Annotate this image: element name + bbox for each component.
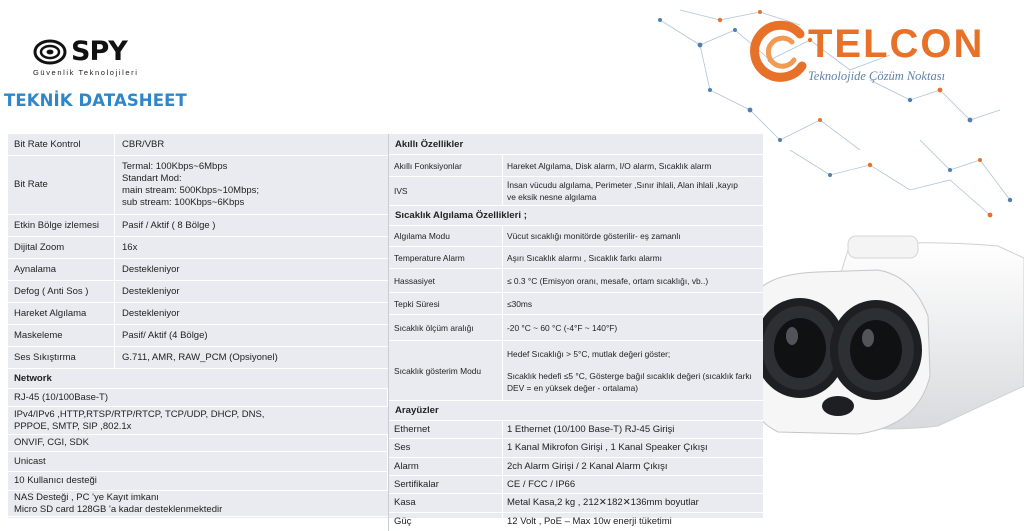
temperature-heading: Sıcaklık Algılama Özellikleri ; bbox=[395, 210, 527, 221]
spec-key: IVS bbox=[394, 186, 408, 196]
spec-value: ≤ 0.3 °C (Emisyon oranı, mesafe, ortam sıcaklığı, vb..) bbox=[502, 269, 763, 292]
spec-key: Hassasiyet bbox=[394, 275, 435, 286]
spy-brand-name: SPY bbox=[71, 36, 127, 67]
spec-key: Tepki Süresi bbox=[394, 298, 440, 309]
spec-key: Akıllı Fonksiyonlar bbox=[394, 160, 462, 171]
network-item-line: IPv4/IPv6 ,HTTP,RTSP/RTP/RTCP, TCP/UDP, DHCP, DNS, bbox=[14, 408, 265, 420]
network-item-line: PPPOE, SMTP, SIP ,802.1x bbox=[14, 420, 132, 432]
spec-key: Maskeleme bbox=[14, 329, 63, 341]
spec-value: -20 °C ~ 60 °C (-4°F ~ 140°F) bbox=[502, 315, 763, 340]
spec-value: Pasif / Aktif ( 8 Bölge ) bbox=[114, 215, 388, 236]
spy-logo bbox=[33, 36, 163, 80]
smart-features-heading: Akıllı Özellikler bbox=[395, 138, 464, 150]
table-row bbox=[389, 513, 763, 531]
table-row bbox=[389, 269, 763, 293]
spec-value: 16x bbox=[114, 237, 388, 258]
spec-key: Kasa bbox=[394, 497, 416, 508]
spec-table-left bbox=[8, 134, 388, 517]
network-item-line: Micro SD card 128GB 'a kadar desteklenmektedir bbox=[14, 503, 223, 515]
section-heading-row bbox=[389, 401, 763, 421]
network-item bbox=[8, 407, 388, 434]
table-row bbox=[389, 293, 763, 315]
table-row bbox=[8, 347, 388, 369]
network-item: ONVIF, CGI, SDK bbox=[8, 435, 388, 451]
table-row bbox=[8, 452, 388, 472]
spec-key: Güç bbox=[394, 515, 412, 527]
spy-swirl-icon bbox=[33, 38, 67, 66]
spec-key: Hareket Algılama bbox=[14, 307, 87, 319]
table-row bbox=[389, 155, 763, 177]
spec-value: Metal Kasa,2 kg , 212✕182✕136mm boyutlar bbox=[502, 494, 763, 512]
spec-value bbox=[502, 177, 763, 205]
spec-key: Defog ( Anti Sos ) bbox=[14, 285, 89, 297]
table-row bbox=[389, 476, 763, 494]
table-row bbox=[8, 215, 388, 237]
table-row bbox=[8, 407, 388, 435]
spec-value: Vücut sıcaklığı monitörde gösterilir- eş zamanlı bbox=[502, 226, 763, 246]
spec-key: Aynalama bbox=[14, 263, 57, 275]
spec-value: ≤30ms bbox=[502, 293, 763, 314]
spec-key: Algılama Modu bbox=[394, 231, 450, 241]
spec-value: Aşırı Sıcaklık alarmı , Sıcaklık farkı alarmı bbox=[502, 247, 763, 268]
table-row bbox=[8, 472, 388, 491]
spec-key: Temperature Alarm bbox=[394, 252, 465, 263]
section-heading-row bbox=[389, 206, 763, 226]
table-row bbox=[389, 458, 763, 476]
table-row bbox=[8, 134, 388, 156]
spec-key: Ses Sıkıştırma bbox=[14, 351, 76, 363]
spec-value: Destekleniyor bbox=[114, 259, 388, 280]
table-row bbox=[8, 303, 388, 325]
interfaces-heading: Arayüzler bbox=[395, 405, 439, 416]
spec-value: Hareket Algılama, Disk alarm, I/O alarm, Sıcaklık alarm bbox=[502, 155, 763, 176]
page-title: TEKNİK DATASHEET bbox=[4, 91, 187, 110]
table-row bbox=[8, 156, 388, 215]
table-row bbox=[8, 281, 388, 303]
table-row bbox=[389, 177, 763, 206]
table-row bbox=[8, 389, 388, 407]
telcon-tagline: Teknolojide Çözüm Noktası bbox=[808, 69, 946, 83]
network-item: RJ-45 (10/100Base-T) bbox=[8, 389, 388, 406]
spec-value-line: Termal: 100Kbps~6Mbps bbox=[122, 161, 228, 172]
table-row bbox=[389, 315, 763, 341]
telcon-brand-name: TELCON bbox=[808, 22, 985, 66]
spec-key: Bit Rate Kontrol bbox=[14, 138, 81, 150]
spec-value: G.711, AMR, RAW_PCM (Opsiyonel) bbox=[114, 347, 388, 368]
spec-value: 1 Ethernet (10/100 Base-T) RJ-45 Girişi bbox=[502, 421, 763, 438]
spec-value-line: Hedef Sıcaklığı > 5°C, mutlak değeri göster; bbox=[507, 348, 671, 359]
section-heading-row bbox=[389, 134, 763, 155]
spec-key: Dijital Zoom bbox=[14, 241, 65, 253]
spec-value-line: sub stream: 100Kbps~6Kbps bbox=[122, 197, 245, 208]
spec-value-line: ve eksik nesne algılama bbox=[507, 192, 597, 202]
spec-key: Sıcaklık ölçüm aralığı bbox=[394, 322, 474, 333]
spec-value-line: Sıcaklık hedefi ≤5 °C, Gösterge bağıl sıcaklık değeri (sıcaklık farkı bbox=[507, 370, 752, 381]
spec-value: CE / FCC / IP66 bbox=[502, 476, 763, 493]
spec-value bbox=[502, 341, 763, 400]
spec-value-line: Standart Mod: bbox=[122, 173, 182, 184]
telcon-logo bbox=[748, 14, 1018, 94]
table-row bbox=[8, 237, 388, 259]
spec-value: Destekleniyor bbox=[114, 303, 388, 324]
spec-value: 12 Volt , PoE – Max 10w enerji tüketimi bbox=[502, 513, 763, 530]
spec-value: Pasif/ Aktif (4 Bölge) bbox=[114, 325, 388, 346]
spec-key: Sıcaklık gösterim Modu bbox=[394, 365, 482, 376]
spec-key: Ses bbox=[394, 442, 411, 453]
spec-key: Bit Rate bbox=[14, 179, 48, 190]
table-row bbox=[389, 247, 763, 269]
spec-key: Ethernet bbox=[394, 423, 430, 435]
spec-value-line: İnsan vücudu algılama, Perimeter ,Sınır ihlali, Alan ihlali ,kayıp bbox=[507, 180, 738, 190]
table-row bbox=[389, 494, 763, 513]
table-row bbox=[389, 226, 763, 247]
spec-table bbox=[8, 134, 763, 527]
network-item: 10 Kullanıcı desteği bbox=[8, 472, 388, 490]
telcon-swirl-icon bbox=[748, 20, 812, 84]
table-row bbox=[8, 259, 388, 281]
table-row bbox=[8, 325, 388, 347]
table-row bbox=[8, 435, 388, 452]
section-heading-row bbox=[8, 369, 388, 389]
table-row bbox=[8, 491, 388, 517]
spy-tagline: Güvenlik Teknolojileri bbox=[33, 68, 139, 77]
spec-value: 1 Kanal Mikrofon Girişi , 1 Kanal Speaker Çıkışı bbox=[502, 439, 763, 457]
spec-key: Alarm bbox=[394, 460, 419, 472]
spec-value: CBR/VBR bbox=[114, 134, 388, 155]
thermal-camera-image bbox=[738, 236, 1024, 456]
network-heading: Network bbox=[14, 373, 52, 384]
spec-value-line: DEV = en yüksek değer - ortalama) bbox=[507, 382, 639, 393]
table-row bbox=[389, 439, 763, 458]
table-row bbox=[389, 341, 763, 401]
spec-key: Etkin Bölge izlemesi bbox=[14, 219, 100, 231]
network-item: Unicast bbox=[8, 452, 388, 471]
spec-value bbox=[114, 156, 388, 214]
table-row bbox=[389, 421, 763, 439]
spec-table-right bbox=[388, 134, 763, 531]
network-item bbox=[8, 491, 388, 516]
spec-value: Destekleniyor bbox=[114, 281, 388, 302]
spec-value: 2ch Alarm Girişi / 2 Kanal Alarm Çıkışı bbox=[502, 458, 763, 475]
spec-key: Sertifikalar bbox=[394, 478, 439, 490]
spec-value-line: main stream: 500Kbps~10Mbps; bbox=[122, 185, 260, 196]
network-item-line: NAS Desteği , PC 'ye Kayıt imkanı bbox=[14, 491, 159, 503]
